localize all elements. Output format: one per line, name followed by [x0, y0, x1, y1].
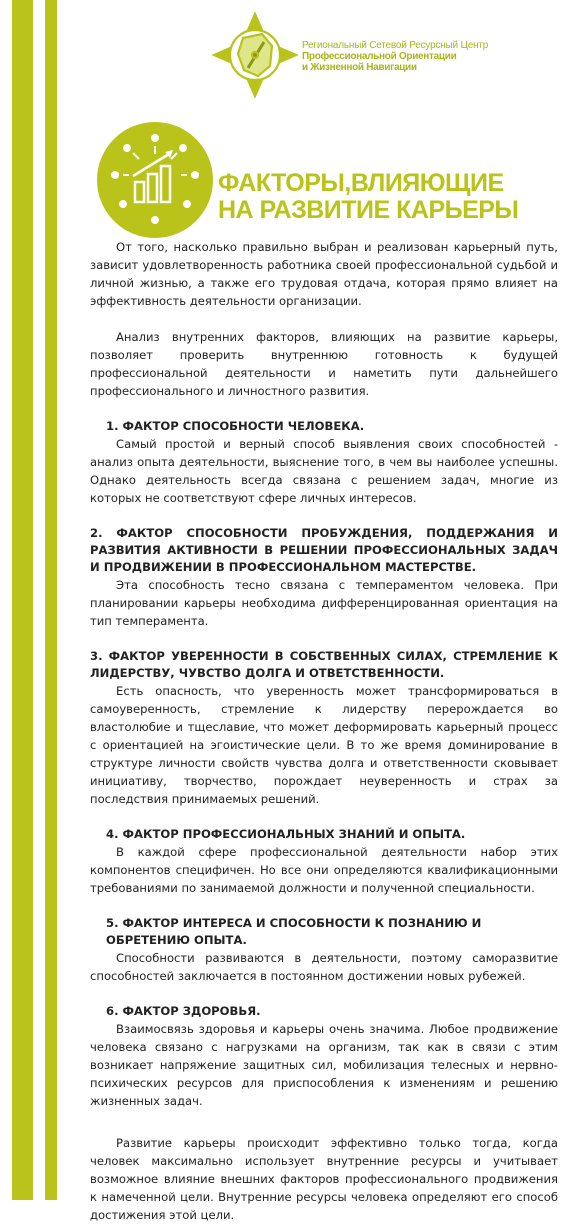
factor-text: Взаимосвязь здоровья и карьеры очень значима. Любое продвижение человека связано с нагрузками на организм, так как в связи с этим возникает напряжение защитных сил, мобилизация телесных и нервно-психических ресурсов для приспособления к изменениям и решению жизненных задач. [90, 1022, 558, 1108]
article-body [90, 238, 558, 1224]
logo-line-3: и Жизненной Навигации [302, 62, 417, 73]
factor-heading: 2. ФАКТОР СПОСОБНОСТИ ПРОБУЖДЕНИЯ, ПОДДЕРЖАНИЯ И РАЗВИТИЯ АКТИВНОСТИ В РЕШЕНИИ ПРОФЕССИОНАЛЬНЫХ ЗАДАЧ И ПРОДВИЖЕНИИ В ПРОФЕССИОНАЛЬНОМ МАСТЕРСТВЕ. [90, 526, 558, 574]
decorative-stripe-wide [12, 0, 33, 1200]
factor-text: Способности развиваются в деятельности, поэтому саморазвитие способностей заключается в постоянном достижении новых рубежей. [90, 951, 558, 983]
factor-heading: 3. ФАКТОР УВЕРЕННОСТИ В СОБСТВЕННЫХ СИЛАХ, СТРЕМЛЕНИЕ К ЛИДЕРСТВУ, ЧУВСТВО ДОЛГА И ОТВЕТСТВЕННОСТИ. [90, 649, 558, 680]
factor-heading: 1. ФАКТОР СПОСОБНОСТИ ЧЕЛОВЕКА. [106, 419, 365, 433]
factor-text: Есть опасность, что уверенность может трансформироваться в самоуверенность, стремление к лидерству перерождается во властолюбие и тщеславие, что может деформировать карьерный процесс с ориентацией на эгоистические цели. В то же время доминирование в структуре личности свойств чувства долга и ответственности сковывает инициативу, творчество, порождает неуверенность и страх за последствия принимаемых решений. [90, 684, 558, 806]
factor-section [90, 1003, 558, 1110]
factor-text: Эта способность тесно связана с темпераментом человека. При планировании карьеры необходима дифференцированная ориентация на тип темперамента. [90, 578, 558, 628]
intro-paragraph: От того, насколько правильно выбран и реализован карьерный путь, зависит удовлетворенность работника своей профессиональной судьбой и личной жизнью, а также его трудовая отдача, которая прямо влияет на эффективность деятельности организации. [90, 240, 558, 308]
conclusion-paragraph: Развитие карьеры происходит эффективно только тогда, когда человек максимально использует внутренние ресурсы и учитывает возможное влияние внешних факторов профессионального продвижения к намеченной цели. Внутренние ресурсы человека определяют его способ достижения этой цели. [90, 1136, 558, 1222]
factor-text: Самый простой и верный способ выявления своих способностей - анализ опыта деятельности, выяснение того, в чем вы наиболее успешны. Однако деятельность всегда связана с решением задач, многие из которых не соответствуют сфере личных интересов. [90, 437, 558, 505]
logo-line-2: Профессиональной Ориентации [302, 51, 457, 62]
compass-map-emblem-icon [210, 10, 300, 100]
factor-section [90, 826, 558, 897]
header-logo [210, 10, 550, 100]
factor-section [90, 525, 558, 630]
title-line-1: ФАКТОРЫ,ВЛИЯЮЩИЕ [218, 169, 504, 197]
factor-section [90, 915, 558, 985]
page-title [218, 170, 558, 224]
factor-section [90, 418, 558, 507]
factor-text: В каждой сфере профессиональной деятельности набор этих компонентов специфичен. Но все они определяются квалификационными требованиями по занимаемой должности и полученной специальности. [90, 845, 558, 895]
intro-paragraph: Анализ внутренних факторов, влияющих на развитие карьеры, позволяет проверить внутреннюю готовность к будущей профессиональной деятельности и наметить пути дальнейшего профессионального и личностного развития. [90, 330, 558, 398]
growth-chart-ideas-icon [95, 120, 215, 240]
decorative-stripe-narrow [45, 0, 57, 1200]
logo-line-1: Региональный Сетевой Ресурсный Центр [302, 40, 489, 51]
factor-heading: 6. ФАКТОР ЗДОРОВЬЯ. [106, 1004, 261, 1018]
factor-heading: 5. ФАКТОР ИНТЕРЕСА И СПОСОБНОСТИ К ПОЗНАНИЮ И ОБРЕТЕНИЮ ОПЫТА. [106, 916, 482, 947]
factor-heading: 4. ФАКТОР ПРОФЕССИОНАЛЬНЫХ ЗНАНИЙ И ОПЫТА. [106, 827, 466, 841]
factor-section [90, 648, 558, 808]
title-line-2: НА РАЗВИТИЕ КАРЬЕРЫ [218, 196, 519, 224]
